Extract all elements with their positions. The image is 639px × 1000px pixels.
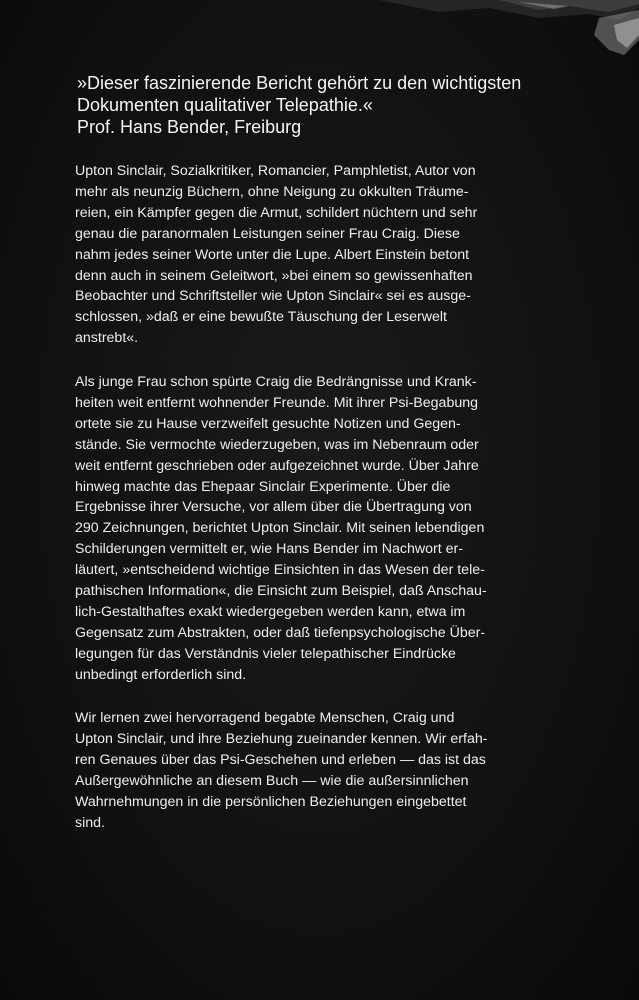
text-line: läutert, »entscheidend wichtige Einsichten in das Wesen der tele-	[75, 562, 485, 579]
text-line: schlossen, »daß er eine bewußte Täuschung der Leserwelt	[75, 309, 447, 326]
text-line: sind.	[75, 814, 105, 831]
text-line: Wir lernen zwei hervorragend begabte Menschen, Craig und	[75, 710, 455, 726]
blurb-paragraph-3	[75, 708, 575, 833]
text-line: Upton Sinclair, Sozialkritiker, Romancier, Pamphletist, Autor von	[75, 163, 476, 179]
text-line: reien, ein Kämpfer gegen die Armut, schildert nüchtern und sehr	[75, 204, 478, 221]
text-line: Gegensatz zum Abstrakten, oder daß tiefenpsychologische Über-	[75, 624, 486, 641]
text-line: Upton Sinclair, und ihre Beziehung zueinander kennen. Wir erfah-	[75, 730, 488, 747]
text-line: unbedingt erforderlich sind.	[75, 666, 247, 683]
text-line: Beobachter und Schriftsteller wie Upton Sinclair« sei es ausge-	[75, 288, 471, 305]
text-line: mehr als neunzig Büchern, ohne Neigung zu okkulten Träume-	[75, 183, 469, 200]
text-line: lich-Gestalthaftes exakt wiedergegeben werden kann, etwa im	[75, 603, 466, 620]
text-line: hinweg machte das Ehepaar Sinclair Experimente. Über die	[75, 478, 451, 495]
text-line: 290 Zeichnungen, berichtet Upton Sinclair. Mit seinen lebendigen	[75, 520, 485, 537]
quote-line: »Dieser faszinierende Bericht gehört zu den wichtigsten	[77, 73, 522, 93]
text-line: Als junge Frau schon spürte Craig die Bedrängnisse und Krank-	[75, 374, 477, 390]
text-line: Schilderungen vermittelt er, wie Hans Bender im Nachwort er-	[75, 541, 463, 558]
endorsement-quote	[77, 72, 597, 138]
text-line: stände. Sie vermochte wiederzugeben, was im Nebenraum oder	[75, 436, 479, 453]
text-line: genau die paranormalen Leistungen seiner Frau Craig. Diese	[75, 225, 460, 242]
quote-line: Dokumenten qualitativer Telepathie.«	[77, 95, 373, 115]
text-line: ren Genaues über das Psi-Geschehen und erleben — das ist das	[75, 751, 486, 768]
text-line: legungen für das Verständnis vieler telepathischer Eindrücke	[75, 645, 456, 662]
text-line: nahm jedes seiner Worte unter die Lupe. Albert Einstein betont	[75, 246, 470, 263]
text-line: heiten weit entfernt wohnender Freunde. Mit ihrer Psi-Begabung	[75, 394, 478, 411]
text-line: ortete sie zu Hause verzweifelt gesuchte Notizen und Gegen-	[75, 415, 461, 432]
blurb-paragraph-2	[75, 372, 575, 686]
text-line: Wahrnehmungen in die persönlichen Beziehungen eingebettet	[75, 793, 467, 810]
blurb-paragraph-1	[75, 161, 575, 349]
text-line: denn auch in seinem Geleitwort, »bei einem so gewissenhaften	[75, 267, 473, 284]
quote-attribution: Prof. Hans Bender, Freiburg	[77, 117, 302, 137]
text-line: pathischen Information«, die Einsicht zum Beispiel, daß Anschau-	[75, 583, 487, 600]
text-line: Außergewöhnliche an diesem Buch — wie die außersinnlichen	[75, 772, 469, 789]
text-line: weit entfernt geschrieben oder aufgezeichnet wurde. Über Jahre	[75, 457, 479, 474]
text-line: anstrebt«.	[75, 330, 139, 347]
text-line: Ergebnisse ihrer Versuche, vor allem über die Übertragung von	[75, 499, 472, 516]
